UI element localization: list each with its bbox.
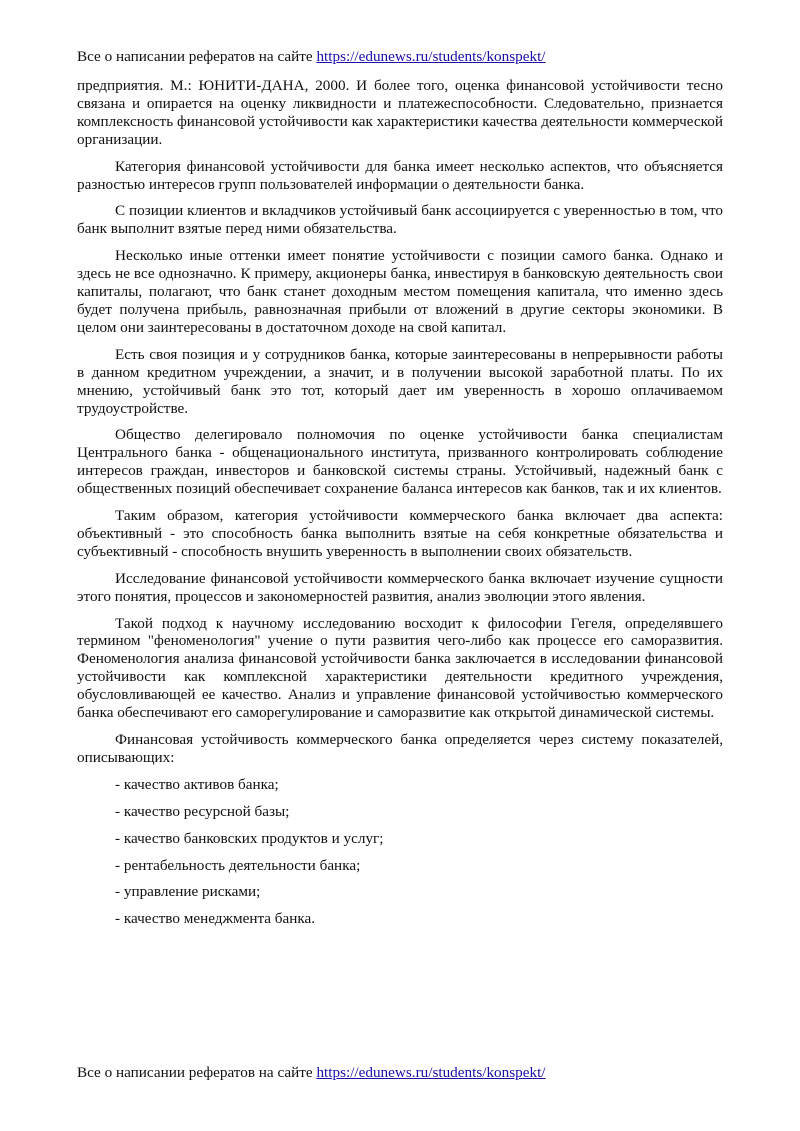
footer-link[interactable]: https://edunews.ru/students/konspekt/ <box>316 1064 546 1081</box>
paragraph-clients-position: С позиции клиентов и вкладчиков устойчивый банк ассоциируется с уверенностью в том, что банк выполнит взятые перед ними обязательства. <box>77 202 723 238</box>
footer-text: Все о написании рефератов на сайте <box>77 1064 317 1081</box>
paragraph-category-aspects: Категория финансовой устойчивости для банка имеет несколько аспектов, что объясняется разностью интересов групп пользователей информации о деятельности банка. <box>77 157 723 193</box>
header-text: Все о написании рефератов на сайте <box>77 48 317 65</box>
document-body <box>77 77 723 937</box>
list-item: - качество менеджмента банка. <box>115 910 316 928</box>
list-item: - управление рисками; <box>115 883 261 901</box>
paragraph-employees-position: Есть своя позиция и у сотрудников банка, которые заинтересованы в непрерывности работы в данном кредитном учреждении, а значит, и в получении высокой заработной платы. По их мнению, устойчивый банк это тот, который дает им уверенность в хорошо оплачиваемом трудоустройстве. <box>77 345 723 417</box>
page-header <box>77 47 723 67</box>
indicator-list <box>77 776 723 928</box>
paragraph-society-position: Общество делегировало полномочия по оценке устойчивости банка специалистам Центрального банка - общенационального института, призванного контролировать соблюдение интересов граждан, инвесторов и банковской системы страны. Устойчивый, надежный банк с общественных позиций обеспечивает сохранение баланса интересов как банков, так и их клиентов. <box>77 426 723 498</box>
list-item: - качество банковских продуктов и услуг; <box>115 829 384 847</box>
paragraph-research: Исследование финансовой устойчивости коммерческого банка включает изучение сущности этого понятия, процессов и закономерностей развития, анализ эволюции этого явления. <box>77 569 723 605</box>
paragraph-indicators: Финансовая устойчивость коммерческого банка определяется через систему показателей, описывающих: <box>77 731 723 766</box>
list-item: - качество ресурсной базы; <box>115 802 290 820</box>
paragraph-bank-position: Несколько иные оттенки имеет понятие устойчивости с позиции самого банка. Однако и здесь не все однозначно. К примеру, акционеры банка, инвестируя в банковскую деятельность свои капиталы, полагают, что банк станет доходным местом помещения капитала, что именно здесь будет получена прибыль, равнозначная прибыли от вложений в другие секторы экономики. В целом они заинтересованы в достаточном доходе на свой капитал. <box>77 247 723 336</box>
page-footer <box>77 1063 723 1083</box>
paragraph-two-aspects: Таким образом, категория устойчивости коммерческого банка включает два аспекта: объективный - это способность банка выполнить взятые на себя конкретные обязательства и субъективный - способность внушить уверенность в выполнении своих обязательств. <box>77 507 723 560</box>
list-item: - рентабельность деятельности банка; <box>115 856 361 874</box>
paragraph-continuation: предприятия. М.: ЮНИТИ-ДАНА, 2000. И более того, оценка финансовой устойчивости тесно связана и опирается на оценку ликвидности и платежеспособности. Следовательно, признается комплексность финансовой устойчивости как характеристики качества деятельности коммерческой организации. <box>77 77 723 148</box>
header-link[interactable]: https://edunews.ru/students/konspekt/ <box>316 48 546 65</box>
paragraph-phenomenology: Такой подход к научному исследованию восходит к философии Гегеля, определявшего термином "феноменология" учение о пути развития чего-либо как процессе его саморазвития. Феноменология анализа финансовой устойчивости банка заключается в исследовании финансовой устойчивости как комплексной характеристики деятельности кредитного учреждения, обусловливающей ее качество. Анализ и управление финансовой устойчивостью коммерческого банка обеспечивают его саморегулирование и саморазвитие как открытой динамической системы. <box>77 614 723 722</box>
list-item: - качество активов банка; <box>115 775 279 793</box>
